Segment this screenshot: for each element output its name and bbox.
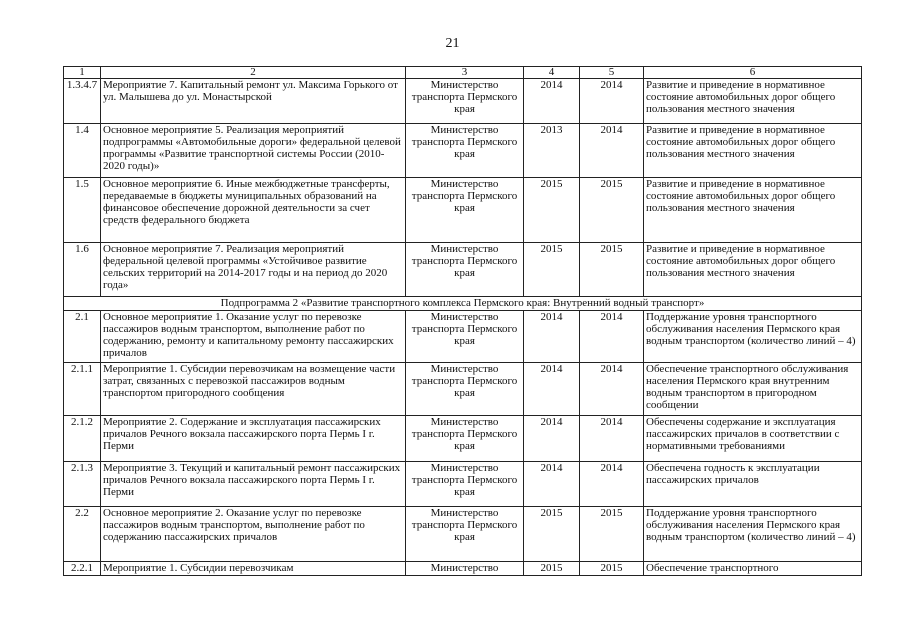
start-year: 2014 [524, 311, 580, 363]
executor: Министерство транспорта Пермского края [406, 311, 524, 363]
row-number: 1.3.4.7 [64, 79, 101, 124]
end-year: 2015 [580, 562, 644, 576]
executor: Министерство транспорта Пермского края [406, 363, 524, 416]
start-year: 2014 [524, 416, 580, 462]
expected-result: Поддержание уровня транспортного обслуживания населения Пермского края водным транспортом (количество линий – 4) [644, 311, 862, 363]
table-row [64, 562, 862, 576]
subprogram-row [64, 297, 862, 311]
executor: Министерство транспорта Пермского края [406, 178, 524, 243]
executor: Министерство транспорта Пермского края [406, 243, 524, 297]
executor: Министерство транспорта Пермского края [406, 507, 524, 562]
start-year: 2015 [524, 243, 580, 297]
start-year: 2015 [524, 507, 580, 562]
expected-result: Обеспечение транспортного обслуживания населения Пермского края внутренним водным транспортом в пригородном сообщении [644, 363, 862, 416]
table-row [64, 363, 862, 416]
expected-result: Обеспечены содержание и эксплуатация пассажирских причалов в соответствии с нормативными требованиями [644, 416, 862, 462]
end-year: 2014 [580, 416, 644, 462]
measure-name: Основное мероприятие 7. Реализация мероприятий федеральной целевой программы «Устойчивое развитие сельских территорий на 2014-2017 годы и на период до 2020 года» [101, 243, 406, 297]
start-year: 2014 [524, 79, 580, 124]
expected-result: Развитие и приведение в нормативное состояние автомобильных дорог общего пользования местного значения [644, 243, 862, 297]
start-year: 2015 [524, 178, 580, 243]
expected-result: Развитие и приведение в нормативное состояние автомобильных дорог общего пользования местного значения [644, 79, 862, 124]
table-row [64, 462, 862, 507]
measure-name: Мероприятие 3. Текущий и капитальный ремонт пассажирских причалов Речного вокзала пассажирского порта Пермь I г. Перми [101, 462, 406, 507]
end-year: 2014 [580, 363, 644, 416]
page-number: 21 [445, 36, 460, 51]
executor: Министерство [406, 562, 524, 576]
end-year: 2015 [580, 507, 644, 562]
end-year: 2014 [580, 79, 644, 124]
expected-result: Обеспечение транспортного [644, 562, 862, 576]
executor: Министерство транспорта Пермского края [406, 462, 524, 507]
row-number: 1.6 [64, 243, 101, 297]
executor: Министерство транспорта Пермского края [406, 124, 524, 178]
column-header: 4 [524, 67, 580, 79]
measure-name: Основное мероприятие 1. Оказание услуг по перевозке пассажиров водным транспортом, выполнение работ по содержанию, ремонту и капитальному ремонту пассажирских причалов [101, 311, 406, 363]
column-header: 5 [580, 67, 644, 79]
table-row [64, 124, 862, 178]
table-row [64, 311, 862, 363]
column-header: 2 [101, 67, 406, 79]
column-header: 6 [644, 67, 862, 79]
row-number: 2.1.3 [64, 462, 101, 507]
measure-name: Мероприятие 2. Содержание и эксплуатация пассажирских причалов Речного вокзала пассажирского порта Пермь I г. Перми [101, 416, 406, 462]
start-year: 2013 [524, 124, 580, 178]
measure-name: Основное мероприятие 5. Реализация мероприятий подпрограммы «Автомобильные дороги» федеральной целевой программы «Развитие транспортной системы России (2010-2020 годы)» [101, 124, 406, 178]
row-number: 1.5 [64, 178, 101, 243]
start-year: 2014 [524, 363, 580, 416]
start-year: 2015 [524, 562, 580, 576]
measure-name: Основное мероприятие 2. Оказание услуг по перевозке пассажиров водным транспортом, выполнение работ по содержанию пассажирских причалов [101, 507, 406, 562]
row-number: 1.4 [64, 124, 101, 178]
end-year: 2014 [580, 311, 644, 363]
measure-name: Мероприятие 1. Субсидии перевозчикам [101, 562, 406, 576]
row-number: 2.2 [64, 507, 101, 562]
row-number: 2.1.1 [64, 363, 101, 416]
table-header-row [64, 67, 862, 79]
end-year: 2014 [580, 124, 644, 178]
table-row [64, 178, 862, 243]
measure-name: Мероприятие 1. Субсидии перевозчикам на возмещение части затрат, связанных с перевозкой пассажиров водным транспортом пригородного сообщения [101, 363, 406, 416]
measure-name: Основное мероприятие 6. Иные межбюджетные трансферты, передаваемые в бюджеты муниципальных образований на финансовое обеспечение дорожной деятельности за счет средств федерального бюджета [101, 178, 406, 243]
end-year: 2015 [580, 243, 644, 297]
expected-result: Обеспечена годность к эксплуатации пассажирских причалов [644, 462, 862, 507]
subprogram-title: Подпрограмма 2 «Развитие транспортного комплекса Пермского края: Внутренний водный транспорт» [64, 297, 862, 311]
end-year: 2015 [580, 178, 644, 243]
row-number: 2.1 [64, 311, 101, 363]
executor: Министерство транспорта Пермского края [406, 79, 524, 124]
row-number: 2.2.1 [64, 562, 101, 576]
end-year: 2014 [580, 462, 644, 507]
expected-result: Развитие и приведение в нормативное состояние автомобильных дорог общего пользования местного значения [644, 124, 862, 178]
column-header: 3 [406, 67, 524, 79]
table-row [64, 507, 862, 562]
measures-table [63, 66, 862, 576]
table-row [64, 416, 862, 462]
expected-result: Развитие и приведение в нормативное состояние автомобильных дорог общего пользования местного значения [644, 178, 862, 243]
table-row [64, 243, 862, 297]
start-year: 2014 [524, 462, 580, 507]
row-number: 2.1.2 [64, 416, 101, 462]
expected-result: Поддержание уровня транспортного обслуживания населения Пермского края водным транспортом (количество линий – 4) [644, 507, 862, 562]
executor: Министерство транспорта Пермского края [406, 416, 524, 462]
table-row [64, 79, 862, 124]
measure-name: Мероприятие 7. Капитальный ремонт ул. Максима Горького от ул. Малышева до ул. Монастырской [101, 79, 406, 124]
column-header: 1 [64, 67, 101, 79]
